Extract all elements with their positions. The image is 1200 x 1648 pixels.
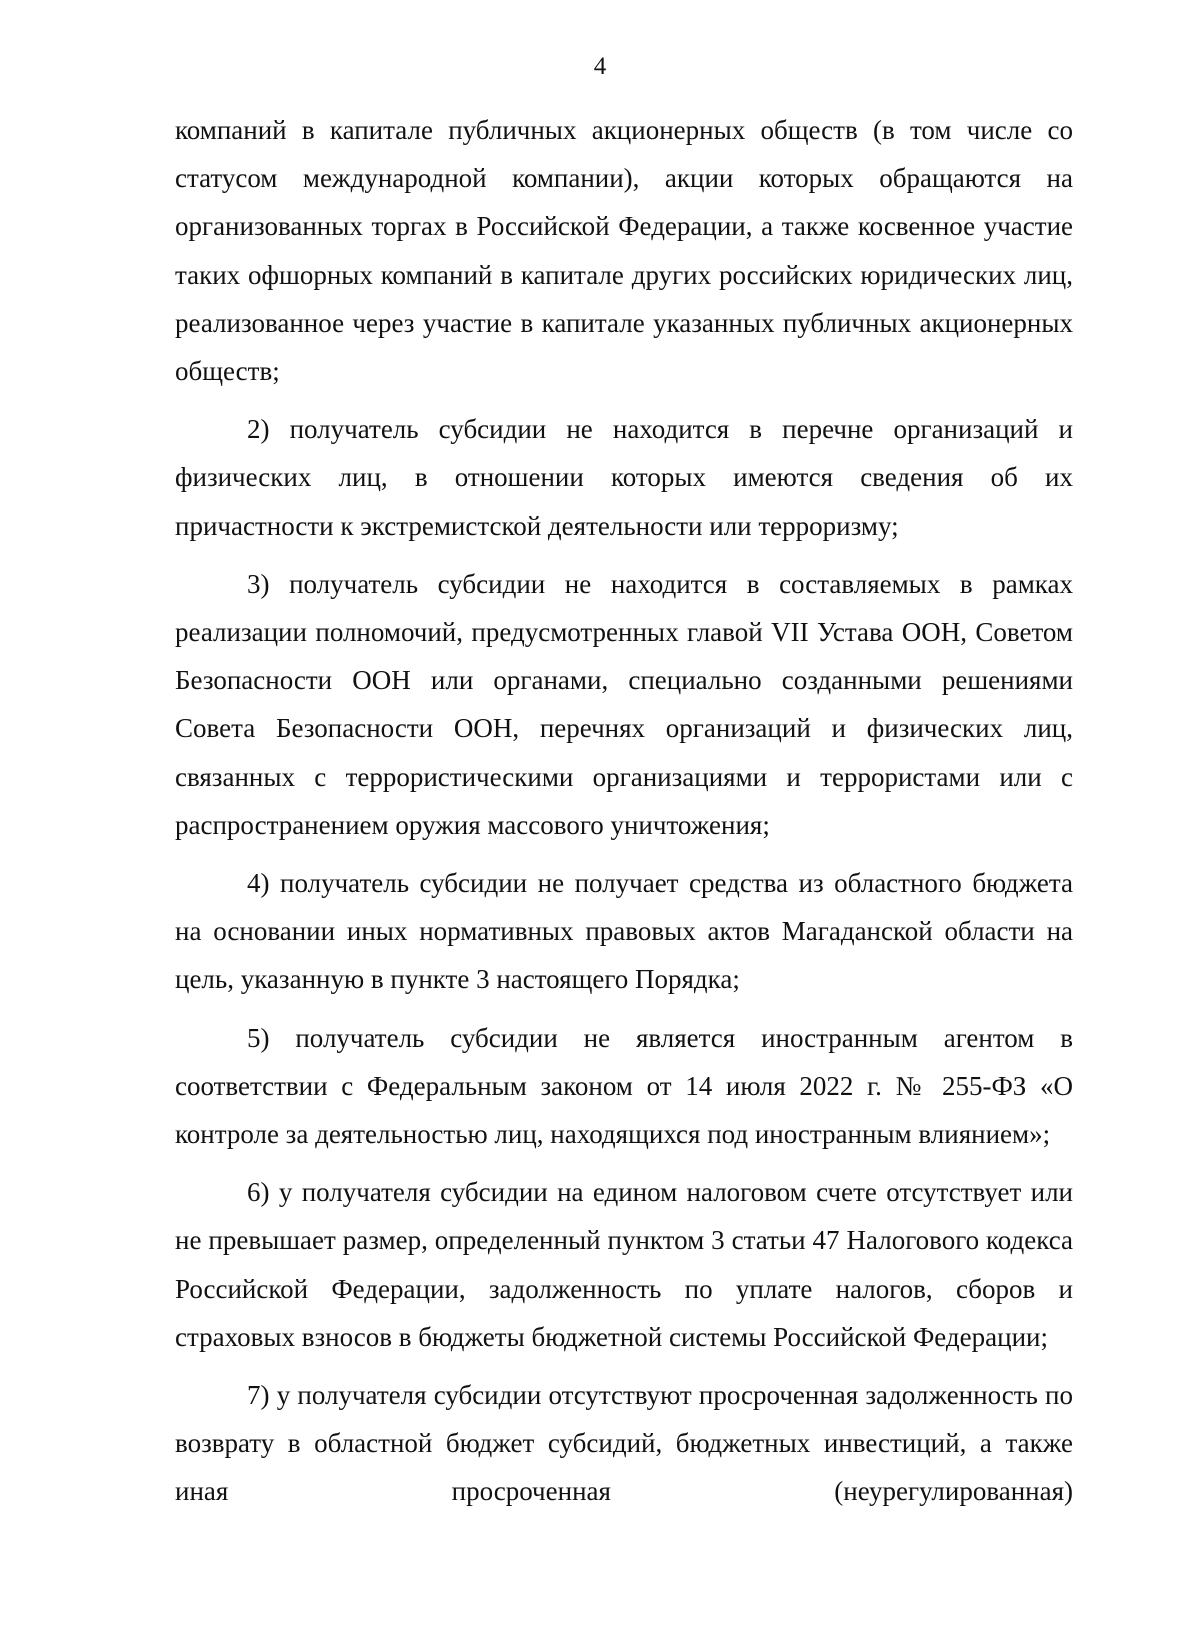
page-number: 4 [593,53,607,80]
paragraph-item-6: 6) у получателя субсидии на едином налоговом счете отсутствует или не превышает размер, определенный пунктом 3 статьи 47 Налогового кодекса Российской Федерации, задолженность по уплате налогов, сборов и страховых взносов в бюджеты бюджетной системы Российской Федерации; [175,1177,1073,1352]
paragraph-item-5: 5) получатель субсидии не является иностранным агентом в соответствии с Федеральным законом от 14 июля 2022 г. № 255-ФЗ «О контроле за деятельностью лиц, находящихся под иностранным влиянием»; [175,1022,1073,1150]
paragraph-continuation: компаний в капитале публичных акционерных обществ (в том числе со статусом международной компании), акции которых обращаются на организованных торгах в Российской Федерации, а также косвенное участие таких офшорных компаний в капитале других российских юридических лиц, реализованное через участие в капитале указанных публичных акционерных обществ; [175,115,1073,387]
document-body [175,106,1073,1516]
paragraph-item-2: 2) получатель субсидии не находится в перечне организаций и физических лиц, в отношении которых имеются сведения об их причастности к экстремистской деятельности или терроризму; [175,414,1073,541]
paragraph-item-7: 7) у получателя субсидии отсутствуют просроченная задолженность по возврату в областной бюджет субсидий, бюджетных инвестиций, а также иная просроченная (неурегулированная) [175,1380,1073,1507]
paragraph-item-3: 3) получатель субсидии не находится в составляемых в рамках реализации полномочий, предусмотренных главой VII Устава ООН, Советом Безопасности ООН или органами, специально созданными решениями Совета Безопасности ООН, перечнях организаций и физических лиц, связанных с террористическими организациями и террористами или с распространением оружия массового уничтожения; [175,568,1073,840]
paragraph-item-4: 4) получатель субсидии не получает средства из областного бюджета на основании иных нормативных правовых актов Магаданской области на цель, указанную в пункте 3 настоящего Порядка; [175,868,1073,995]
